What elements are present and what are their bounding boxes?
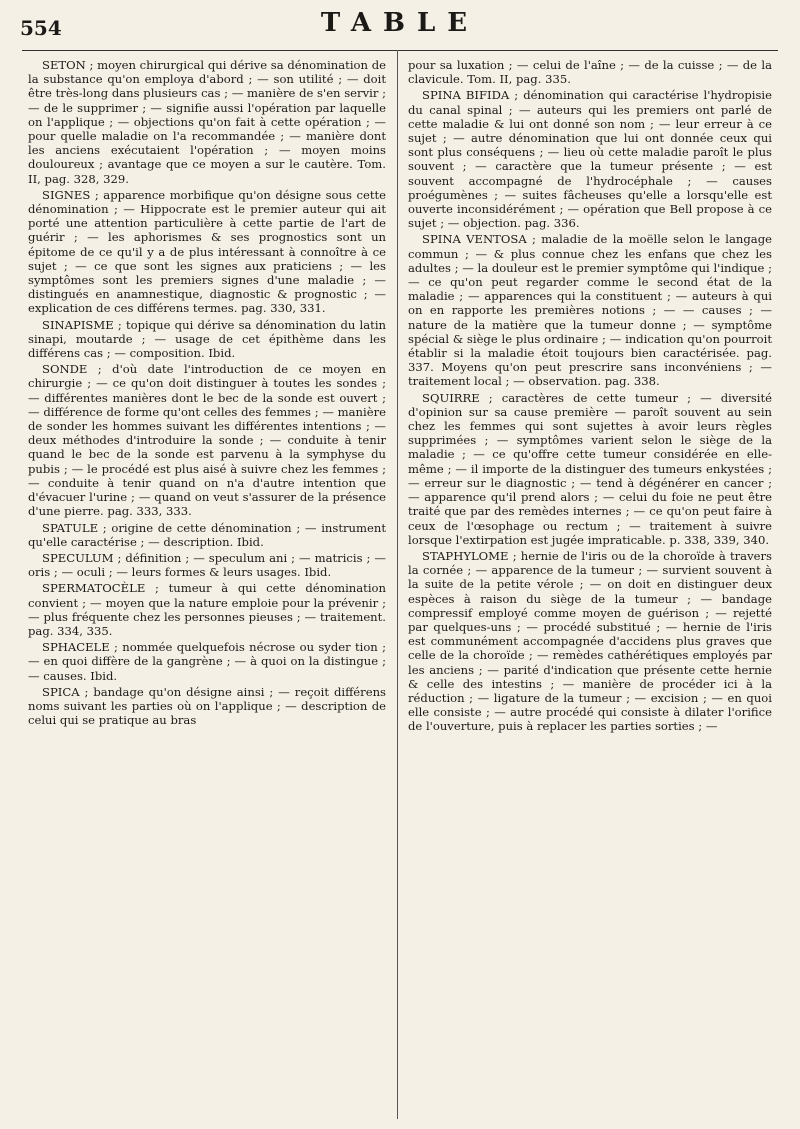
page-header [20,8,780,48]
index-entry-spermatocele: SPERMATOCÈLE ; tumeur à qui cette dénomination convient ; — moyen que la nature emploie pour la prévenir ; — plus fréquente chez les personnes pieuses ; — traitement. pag. 334, 335. [28,581,386,638]
running-title: TABLE [320,8,480,38]
header-rule [22,50,778,51]
index-entry-spatule: SPATULE ; origine de cette dénomination ; — instrument qu'elle caractérise ; — description. Ibid. [28,520,386,549]
right-column [408,58,772,736]
page-number: 554 [20,16,62,40]
index-entry-sinapisme: SINAPISME ; topique qui dérive sa dénomination du latin sinapi, moutarde ; — usage de cet épithème dans les différens cas ; — composition. Ibid. [28,317,386,361]
index-entry-seton: SETON ; moyen chirurgical qui dérive sa dénomination de la substance qu'on employa d'abord ; — son utilité ; — doit être très-long dans plusieurs cas ; — manière de s'en servir ; — de le supprimer ; — signifie aussi l'opération par laquelle on l'applique ; — objections qu'on fait à cette opération ; — pour quelle maladie on l'a recommandée ; — manière dont les anciens exécutaient l'opération ; — moyen moins douloureux ; avantage que ce moyen a sur le cautère. Tom. II, pag. 328, 329. [28,58,386,186]
index-entry-spina-ventosa: SPINA VENTOSA ; maladie de la moëlle selon le langage commun ; — & plus connue chez les enfans que chez les adultes ; — la douleur est le premier symptôme qui l'indique ; — ce qu'on peut regarder comme le second état de la maladie ; — apparences qui la constituent ; — auteurs à qui on en rapporte les premières notions ; — — causes ; — nature de la matière que la tumeur donne ; — symptôme spécial & siège le plus ordinaire ; — indication qu'on pourroit établir si la maladie étoit toujours bien caractérisée. pag. 337. Moyens qu'on peut prescrire sans inconvéniens ; — traitement local ; — observation. pag. 338. [408,232,772,389]
left-column [28,58,386,729]
index-entry-sphacele: SPHACELE ; nommée quelquefois nécrose ou syder tion ; — en quoi diffère de la gangrène ; — à quoi on la distingue ; — causes. Ibid. [28,640,386,683]
index-entry-speculum: SPECULUM ; définition ; — speculum ani ; — matricis ; — oris ; — oculi ; — leurs formes & leurs usages. Ibid. [28,550,386,580]
index-entry-squirre: SQUIRRE ; caractères de cette tumeur ; — diversité d'opinion sur sa cause première — paroît souvent au sein chez les femmes qui sont sujettes à avoir leurs règles supprimées ; — symptômes varient selon le siège de la maladie ; — ce qu'offre cette tumeur considérée en elle-même ; — il importe de la distinguer des tumeurs enkystées ; — erreur sur le diagnostic ; — tend à dégénérer en cancer ; — apparence qu'il prend alors ; — celui du foie ne peut être traité que par des remèdes internes ; — ce qu'on peut faire à ceux de l'œsophage ou rectum ; — traitement à suivre lorsque l'extirpation est jugée impraticable. p. 338, 339, 340. [408,390,772,547]
index-entry-sonde: SONDE ; d'où date l'introduction de ce moyen en chirurgie ; — ce qu'on doit distinguer à toutes les sondes ; — différentes manières dont le bec de la sonde est ouvert ; — différence de forme qu'ont celles des femmes ; — manière de sonder les hommes suivant les différentes intentions ; — deux méthodes d'introduire la sonde ; — conduite à tenir quand le bec de la sonde est parvenu à la symphyse du pubis ; — le procédé est plus aisé à suivre chez les femmes ; — conduite à tenir quand on n'a d'autre intention que d'évacuer l'urine ; — quand on veut s'assurer de la présence d'une pierre. pag. 333, 333. [28,362,386,519]
index-entry-spica-continued: pour sa luxation ; — celui de l'aîne ; — de la cuisse ; — de la clavicule. Tom. II, pag. 335. [408,58,772,87]
index-entry-signes: SIGNES ; apparence morbifique qu'on désigne sous cette dénomination ; — Hippocrate est le premier auteur qui ait porté une attention particulière à cette partie de l'art de guérir ; — les aphorismes & ses prognostics sont un épitome de ce qu'il y a de plus intéressant à connoître à ce sujet ; — ce que sont les signes aux praticiens ; — les symptômes sont les premiers signes d'une maladie ; — distingués en anamnestique, diagnostic & prognostic ; — explication de ces différens termes. pag. 330, 331. [28,187,386,316]
column-divider [397,50,398,1119]
index-entry-spina-bifida: SPINA BIFIDA ; dénomination qui caractérise l'hydropisie du canal spinal ; — auteurs qui les premiers ont parlé de cette maladie & lui ont donné son nom ; — leur erreur à ce sujet ; — autre dénomination que lui ont donnée ceux qui sont plus conséquens ; — lieu où cette maladie paroît le plus souvent ; — caractère que la tumeur présente ; — est souvent accompagné de l'hydrocéphale ; — causes proégumènes ; — suites fâcheuses qu'elle a lorsqu'elle est ouverte inconsidérément ; — opération que Bell propose à ce sujet ; — objection. pag. 336. [408,88,772,231]
index-entry-staphylome: STAPHYLOME ; hernie de l'iris ou de la choroïde à travers la cornée ; — apparence de la tumeur ; — survient souvent à la suite de la petite vérole ; — on doit en distinguer deux espèces à raison du siège de la tumeur ; — bandage compressif employé comme moyen de guérison ; — rejetté par quelques-uns ; — procédé substitué ; — hernie de l'iris est communément accompagnée d'accidens plus graves que celle de la choroïde ; — remèdes cathérétiques employés par les anciens ; — parité d'indication que présente cette hernie & celle des intestins ; — manière de procéder ici à la réduction ; — ligature de la tumeur ; — excision ; — en quoi elle consiste ; — autre procédé qui consiste à dilater l'orifice de l'ouverture, puis à replacer les parties sorties ; — [408,548,772,734]
index-entry-spica: SPICA ; bandage qu'on désigne ainsi ; — reçoit différens noms suivant les parties où on l'applique ; — description de celui qui se pratique au bras [28,684,386,728]
